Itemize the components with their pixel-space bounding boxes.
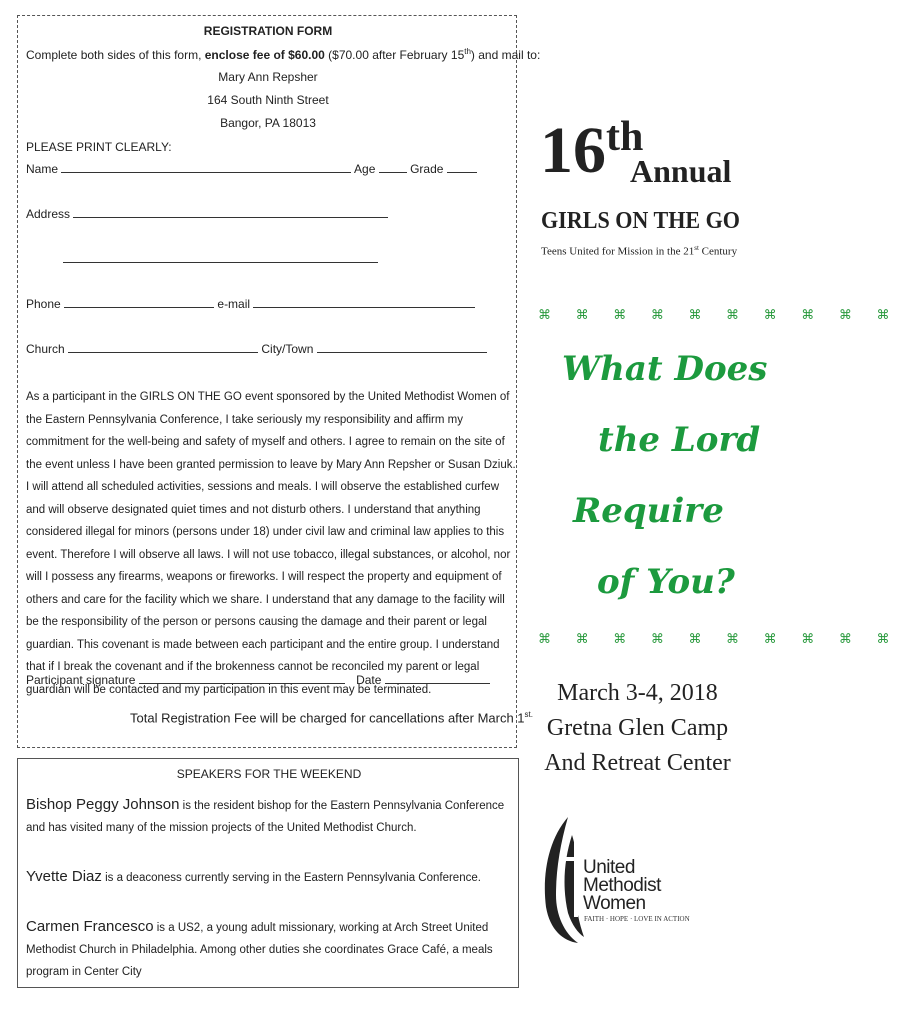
signature-row [26, 673, 490, 687]
fee-amount: enclose fee of $60.00 [204, 48, 325, 62]
church-label: Church [26, 342, 65, 356]
divider-bottom: ⌘ ⌘ ⌘ ⌘ ⌘ ⌘ ⌘ ⌘ ⌘ ⌘ [538, 631, 900, 646]
fee-note-sup: st. [524, 710, 533, 719]
theme-line-3: Require [573, 491, 724, 531]
phone-field[interactable] [64, 297, 214, 308]
grade-label: Grade [410, 162, 444, 176]
intro-text: Complete both sides of this form, [26, 48, 205, 62]
logo-line-3: Women [583, 893, 646, 914]
subtitle-text: Teens United for Mission in the 21 [541, 245, 695, 258]
form-title: REGISTRATION FORM [203, 24, 333, 38]
intro-post: ) and mail to: [470, 48, 541, 62]
umw-logo [538, 815, 738, 945]
age-label: Age [354, 162, 376, 176]
date-label: Date [356, 673, 382, 687]
speaker-1 [26, 794, 514, 839]
address-field-1[interactable] [73, 207, 388, 218]
church-row [26, 342, 487, 356]
speakers-box [17, 758, 519, 988]
citytown-field[interactable] [317, 342, 487, 353]
event-venue-1: Gretna Glen Camp [546, 715, 729, 741]
event-date: March 3-4, 2018 [557, 680, 718, 706]
address-row-2 [63, 252, 378, 266]
intro-late-fee: ($70.00 after February 15 [324, 48, 465, 62]
speaker-desc: is a deaconess currently serving in the Eastern Pennsylvania Conference. [101, 872, 481, 884]
subtitle-sup: st [694, 244, 699, 252]
phone-label: Phone [26, 297, 61, 311]
event-number-value: 16 [540, 114, 606, 187]
event-venue-2: And Retreat Center [544, 750, 731, 776]
mail-city: Bangor, PA 18013 [220, 116, 316, 130]
logo-wordmark [583, 859, 661, 913]
address-label: Address [26, 207, 71, 221]
fee-note [130, 710, 533, 725]
email-label: e-mail [217, 297, 251, 311]
theme-line-2: the Lord [598, 420, 761, 460]
signature-label: Participant signature [26, 673, 136, 687]
print-clearly-label: PLEASE PRINT CLEARLY: [26, 140, 172, 154]
signature-field[interactable] [139, 673, 345, 684]
event-annual: Annual [630, 153, 732, 189]
speakers-heading: SPEAKERS FOR THE WEEKEND [176, 767, 362, 781]
speaker-desc: is the resident bishop for the Eastern Pennsylvania Conference and has visited many of the mission projects of the United Methodist Church. [26, 800, 505, 834]
divider-top: ⌘ ⌘ ⌘ ⌘ ⌘ ⌘ ⌘ ⌘ ⌘ ⌘ [538, 307, 900, 322]
date-field[interactable] [385, 673, 490, 684]
citytown-label: City/Town [261, 342, 314, 356]
mail-name: Mary Ann Repsher [218, 70, 318, 84]
logo-tagline: FAITH · HOPE · LOVE IN ACTION [584, 915, 690, 923]
theme-line-1: What Does [562, 349, 768, 389]
event-title: GIRLS ON THE GO [541, 208, 740, 234]
cross-flame-icon [538, 815, 588, 945]
name-field[interactable] [61, 162, 351, 173]
mail-street: 164 South Ninth Street [207, 93, 329, 107]
speaker-desc: is a US2, a young adult missionary, working at Arch Street United Methodist Church in Philadelphia. Among other duties she coordinates Grace Café, a meals program in Center City [26, 922, 493, 978]
event-details [530, 676, 745, 781]
speaker-2 [26, 866, 514, 889]
speaker-name: Carmen Francesco [26, 918, 154, 935]
name-row [26, 162, 477, 176]
address-field-2[interactable] [63, 252, 378, 263]
covenant-text: As a participant in the GIRLS ON THE GO event sponsored by the United Methodist Women of the Eastern Pennsylvania Conference, I take seriously my responsibility and affirm my commitment for the well-being and safety of myself and others. I agree to remain on the site of the event unless I have been granted permission to leave by Mary Ann Repsher or Susan Dziuk. I will attend all scheduled activities, sessions and meals. I will observe the established curfew and will observe designated quiet times and not disturb others. I understand that anything considered illegal for minors (persons under 18) under civil law and criminal law applies to this event. Therefore I will observe all laws. I will not use tobacco, illegal substances, or alcohol, nor will I possess any firearms, weapons or fireworks. I will respect the property and equipment of others and care for the facility which we share. I understand that any damage to the facility will be the responsibility of the person or persons causing the damage and their parent or legal guardian. This covenant is made between each participant and the entire group. I understand that if I break the covenant and if the brokenness cannot be reconciled my parent or legal guardian will be contacted and my participation in this event may be terminated. [26, 391, 516, 696]
phone-row [26, 297, 475, 311]
age-field[interactable] [379, 162, 407, 173]
fee-note-text: Total Registration Fee will be charged for cancellations after March 1 [130, 710, 525, 726]
address-row [26, 207, 388, 221]
speaker-name: Bishop Peggy Johnson [26, 796, 180, 813]
logo-line-1: United [583, 857, 635, 878]
email-field[interactable] [253, 297, 475, 308]
speaker-3 [26, 916, 514, 983]
event-number-sup: th [606, 114, 644, 160]
subtitle-post: Century [698, 245, 738, 258]
event-subtitle [541, 244, 737, 258]
church-field[interactable] [68, 342, 258, 353]
grade-field[interactable] [447, 162, 477, 173]
theme-line-4: of You? [597, 562, 735, 602]
form-intro [26, 47, 540, 62]
logo-line-2: Methodist [583, 875, 661, 896]
name-label: Name [26, 162, 59, 176]
event-number [540, 114, 644, 187]
registration-form [17, 15, 541, 748]
speaker-name: Yvette Diaz [26, 868, 102, 885]
intro-sup: th [464, 47, 471, 56]
